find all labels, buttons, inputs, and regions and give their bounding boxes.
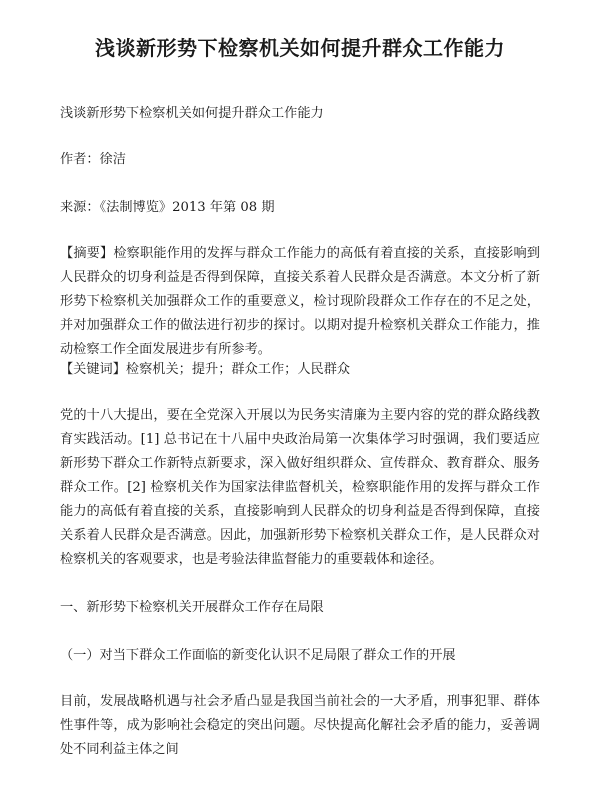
intro-paragraph: 党的十八大提出，要在全党深入开展以为民务实清廉为主要内容的党的群众路线教育实践活动。[1] 总书记在十八届中央政治局第一次集体学习时强调，我们要适应新形势下群众工作新特点新要求，深入做好组织群众、宣传群众、教育群众、服务群众工作。[2] 检察机关作为国家法律监督机关，检察职能作用的发挥与群众工作能力的高低有着直接的关系，直接影响到人民群众的切身利益是否得到保障，直接关系着人民群众是否满意。因此，加强新形势下检察机关群众工作，是人民群众对检察机关的客观要求，也是考验法律监督能力的重要载体和途径。 [60,408,540,567]
abstract-paragraph: 【摘要】检察职能作用的发挥与群众工作能力的高低有着直接的关系，直接影响到人民群众的切身利益是否得到保障，直接关系着人民群众是否满意。本文分析了新形势下检察机关加强群众工作的重要意义，检讨现阶段群众工作存在的不足之处，并对加强群众工作的做法进行初步的探讨。以期对提升检察机关群众工作能力，推动检察工作全面发展进步有所参考。 [60,246,540,357]
document-subtitle: 浅谈新形势下检察机关如何提升群众工作能力 [60,106,324,121]
source-line: 来源：《法制博览》2013 年第 08 期 [60,200,275,215]
subsection-heading: （一）对当下群众工作面临的新变化认识不足局限了群众工作的开展 [60,648,456,663]
document-title: 浅谈新形势下检察机关如何提升群众工作能力 [95,36,505,60]
keywords-line: 【关键词】检察机关；提升；群众工作；人民群众 [60,362,351,377]
body-paragraph: 目前，发展战略机遇与社会矛盾凸显是我国当前社会的一大矛盾，刑事犯罪、群体性事件等，成为影响社会稳定的突出问题。尽快提高化解社会矛盾的能力，妥善调处不同利益主体之间 [60,694,540,757]
section-heading: 一、新形势下检察机关开展群众工作存在局限 [60,600,324,615]
author-line: 作者：徐洁 [60,152,126,167]
